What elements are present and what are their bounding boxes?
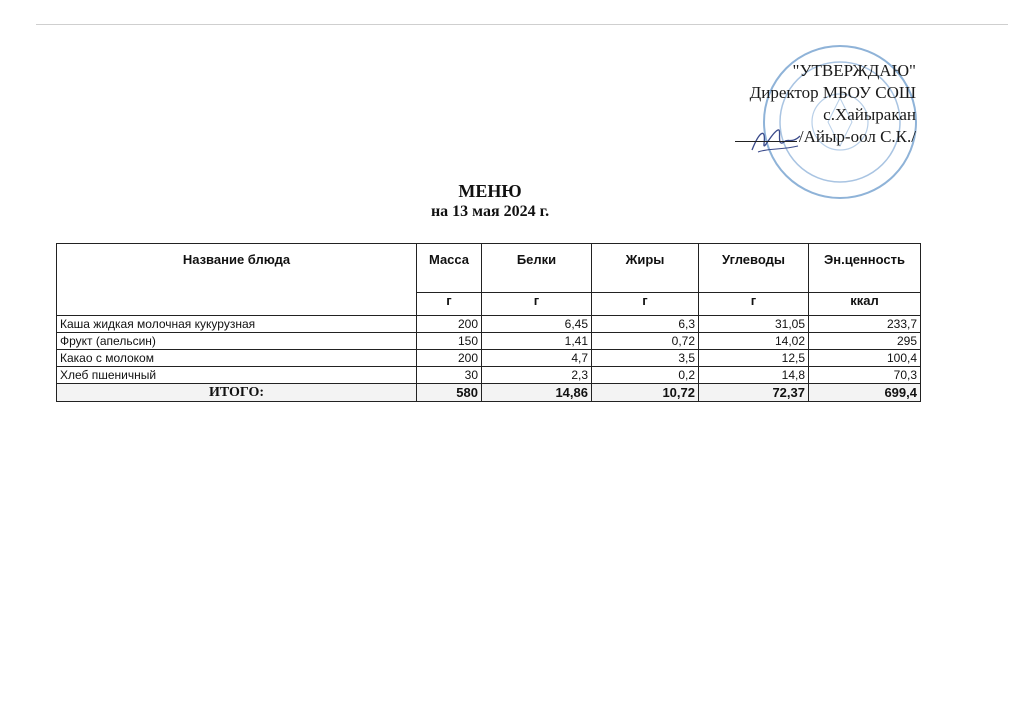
menu-date: на 13 мая 2024 г. bbox=[430, 203, 550, 220]
header-fat: Жиры bbox=[592, 244, 699, 293]
header-carbs: Углеводы bbox=[699, 244, 809, 293]
dish-protein: 1,41 bbox=[482, 333, 592, 350]
table-total-row bbox=[57, 384, 921, 402]
header-dish-name: Название блюда bbox=[57, 244, 417, 293]
approval-position: Директор МБОУ СОШ bbox=[749, 83, 916, 102]
dish-mass: 200 bbox=[417, 350, 482, 367]
approval-signer: /Айыр-оол С.К./ bbox=[798, 127, 916, 146]
total-protein: 14,86 bbox=[482, 384, 592, 402]
dish-fat: 0,72 bbox=[592, 333, 699, 350]
dish-energy: 233,7 bbox=[809, 316, 921, 333]
dish-mass: 200 bbox=[417, 316, 482, 333]
dish-fat: 6,3 bbox=[592, 316, 699, 333]
total-label: ИТОГО: bbox=[57, 384, 417, 402]
table-units-row bbox=[57, 293, 921, 316]
unit-fat: г bbox=[592, 293, 699, 316]
dish-energy: 295 bbox=[809, 333, 921, 350]
total-carbs: 72,37 bbox=[699, 384, 809, 402]
dish-carbs: 14,02 bbox=[699, 333, 809, 350]
unit-mass: г bbox=[417, 293, 482, 316]
header-energy: Эн.ценность bbox=[809, 244, 921, 293]
total-energy: 699,4 bbox=[809, 384, 921, 402]
unit-energy: ккал bbox=[809, 293, 921, 316]
dish-protein: 6,45 bbox=[482, 316, 592, 333]
signature-blank bbox=[735, 141, 797, 142]
dish-mass: 150 bbox=[417, 333, 482, 350]
menu-table bbox=[56, 243, 921, 402]
table-header-row bbox=[57, 244, 921, 293]
dish-carbs: 12,5 bbox=[699, 350, 809, 367]
approval-village: с.Хайыракан bbox=[823, 105, 916, 124]
dish-fat: 3,5 bbox=[592, 350, 699, 367]
table-row bbox=[57, 367, 921, 384]
approval-signature-line bbox=[656, 126, 916, 148]
dish-energy: 70,3 bbox=[809, 367, 921, 384]
table-row bbox=[57, 316, 921, 333]
total-mass: 580 bbox=[417, 384, 482, 402]
menu-title bbox=[0, 180, 980, 222]
menu-heading: МЕНЮ bbox=[458, 181, 522, 201]
table-row bbox=[57, 333, 921, 350]
dish-name: Каша жидкая молочная кукурузная bbox=[57, 316, 417, 333]
dish-fat: 0,2 bbox=[592, 367, 699, 384]
dish-name: Какао с молоком bbox=[57, 350, 417, 367]
dish-name: Хлеб пшеничный bbox=[57, 367, 417, 384]
dish-name: Фрукт (апельсин) bbox=[57, 333, 417, 350]
unit-carbs: г bbox=[699, 293, 809, 316]
header-mass: Масса bbox=[417, 244, 482, 293]
unit-protein: г bbox=[482, 293, 592, 316]
approval-block bbox=[656, 60, 916, 148]
dish-mass: 30 bbox=[417, 367, 482, 384]
dish-carbs: 31,05 bbox=[699, 316, 809, 333]
total-fat: 10,72 bbox=[592, 384, 699, 402]
table-row bbox=[57, 350, 921, 367]
dish-energy: 100,4 bbox=[809, 350, 921, 367]
dish-protein: 2,3 bbox=[482, 367, 592, 384]
dish-carbs: 14,8 bbox=[699, 367, 809, 384]
header-protein: Белки bbox=[482, 244, 592, 293]
scan-edge-line bbox=[36, 24, 1008, 25]
approval-heading: "УТВЕРЖДАЮ" bbox=[792, 61, 916, 80]
dish-protein: 4,7 bbox=[482, 350, 592, 367]
unit-dish-name bbox=[57, 293, 417, 316]
